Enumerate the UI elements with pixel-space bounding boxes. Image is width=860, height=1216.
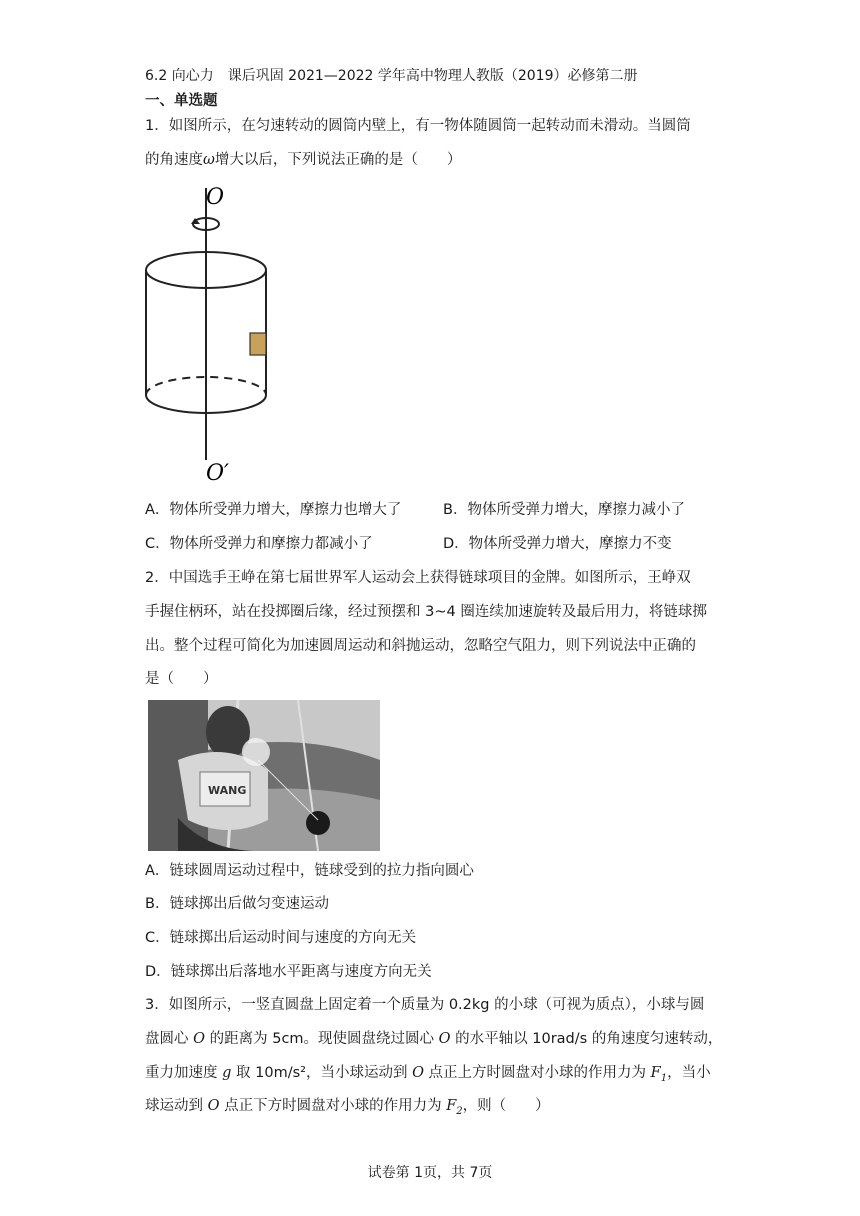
omega-symbol: ω: [203, 152, 215, 168]
q2-text-line1: 2．中国选手王峥在第七届世界军人运动会上获得链球项目的金牌。如图所示，王峥双: [145, 570, 691, 586]
page-footer: 试卷第 1页，共 7页: [367, 1165, 493, 1181]
document-title: 6.2 向心力 课后巩固 2021—2022 学年高中物理人教版（2019）必修第二册: [145, 68, 638, 84]
q2-text-line3: 出。整个过程可简化为加速圆周运动和斜抛运动，忽略空气阻力，则下列说法中正确的: [145, 638, 696, 654]
q1-option-c: C．物体所受弹力和摩擦力都减小了: [145, 536, 373, 552]
q2-option-c: C．链球掷出后运动时间与速度的方向无关: [145, 930, 417, 946]
hammer-throw-photo: [148, 700, 380, 851]
q2-text-line2: 手握住柄环，站在投掷圈后缘，经过预摆和 3~4 圈连续加速旋转及最后用力，将链球掷: [145, 604, 707, 620]
q3-text-line2: 盘圆心 O 的距离为 5cm。现使圆盘绕过圆心 O 的水平轴以 10rad/s 的角速度匀速转动，: [145, 1031, 723, 1047]
section-heading: 一、单选题: [145, 93, 218, 109]
photo-bib-text: WANG: [208, 784, 247, 797]
q2-option-b: B．链球掷出后做匀变速运动: [145, 896, 329, 912]
q3-text-line4: 球运动到 O 点正下方时圆盘对小球的作用力为 $F_2$，则（ ）: [145, 1098, 550, 1117]
q1-text-line2: 的角速度ω增大以后，下列说法正确的是（ ）: [145, 152, 462, 168]
axis-label-top: O: [206, 185, 225, 210]
q1-text-line1: 1．如图所示，在匀速转动的圆筒内壁上，有一物体随圆筒一起转动而未滑动。当圆筒: [145, 118, 691, 134]
rotating-cylinder-figure: [140, 180, 290, 490]
q2-text-line4: 是（ ）: [145, 671, 218, 687]
q3-text-line1: 3．如图所示，一竖直圆盘上固定着一个质量为 0.2kg 的小球（可视为质点），小球与圆: [145, 997, 705, 1013]
q1-option-d: D．物体所受弹力增大，摩擦力不变: [443, 536, 672, 552]
q2-option-d: D．链球掷出后落地水平距离与速度方向无关: [145, 964, 432, 980]
q2-option-a: A．链球圆周运动过程中，链球受到的拉力指向圆心: [145, 863, 474, 879]
q1-option-b: B．物体所受弹力增大，摩擦力减小了: [443, 502, 685, 518]
q3-text-line3: 重力加速度 g 取 10m/s²，当小球运动到 O 点正上方时圆盘对小球的作用力为 $F_1$，当小: [145, 1065, 711, 1084]
q1-option-a: A．物体所受弹力增大，摩擦力也增大了: [145, 502, 402, 518]
axis-label-bottom: O′: [206, 461, 230, 486]
block-on-wall: [250, 333, 266, 355]
hammer-ball: [306, 811, 330, 835]
